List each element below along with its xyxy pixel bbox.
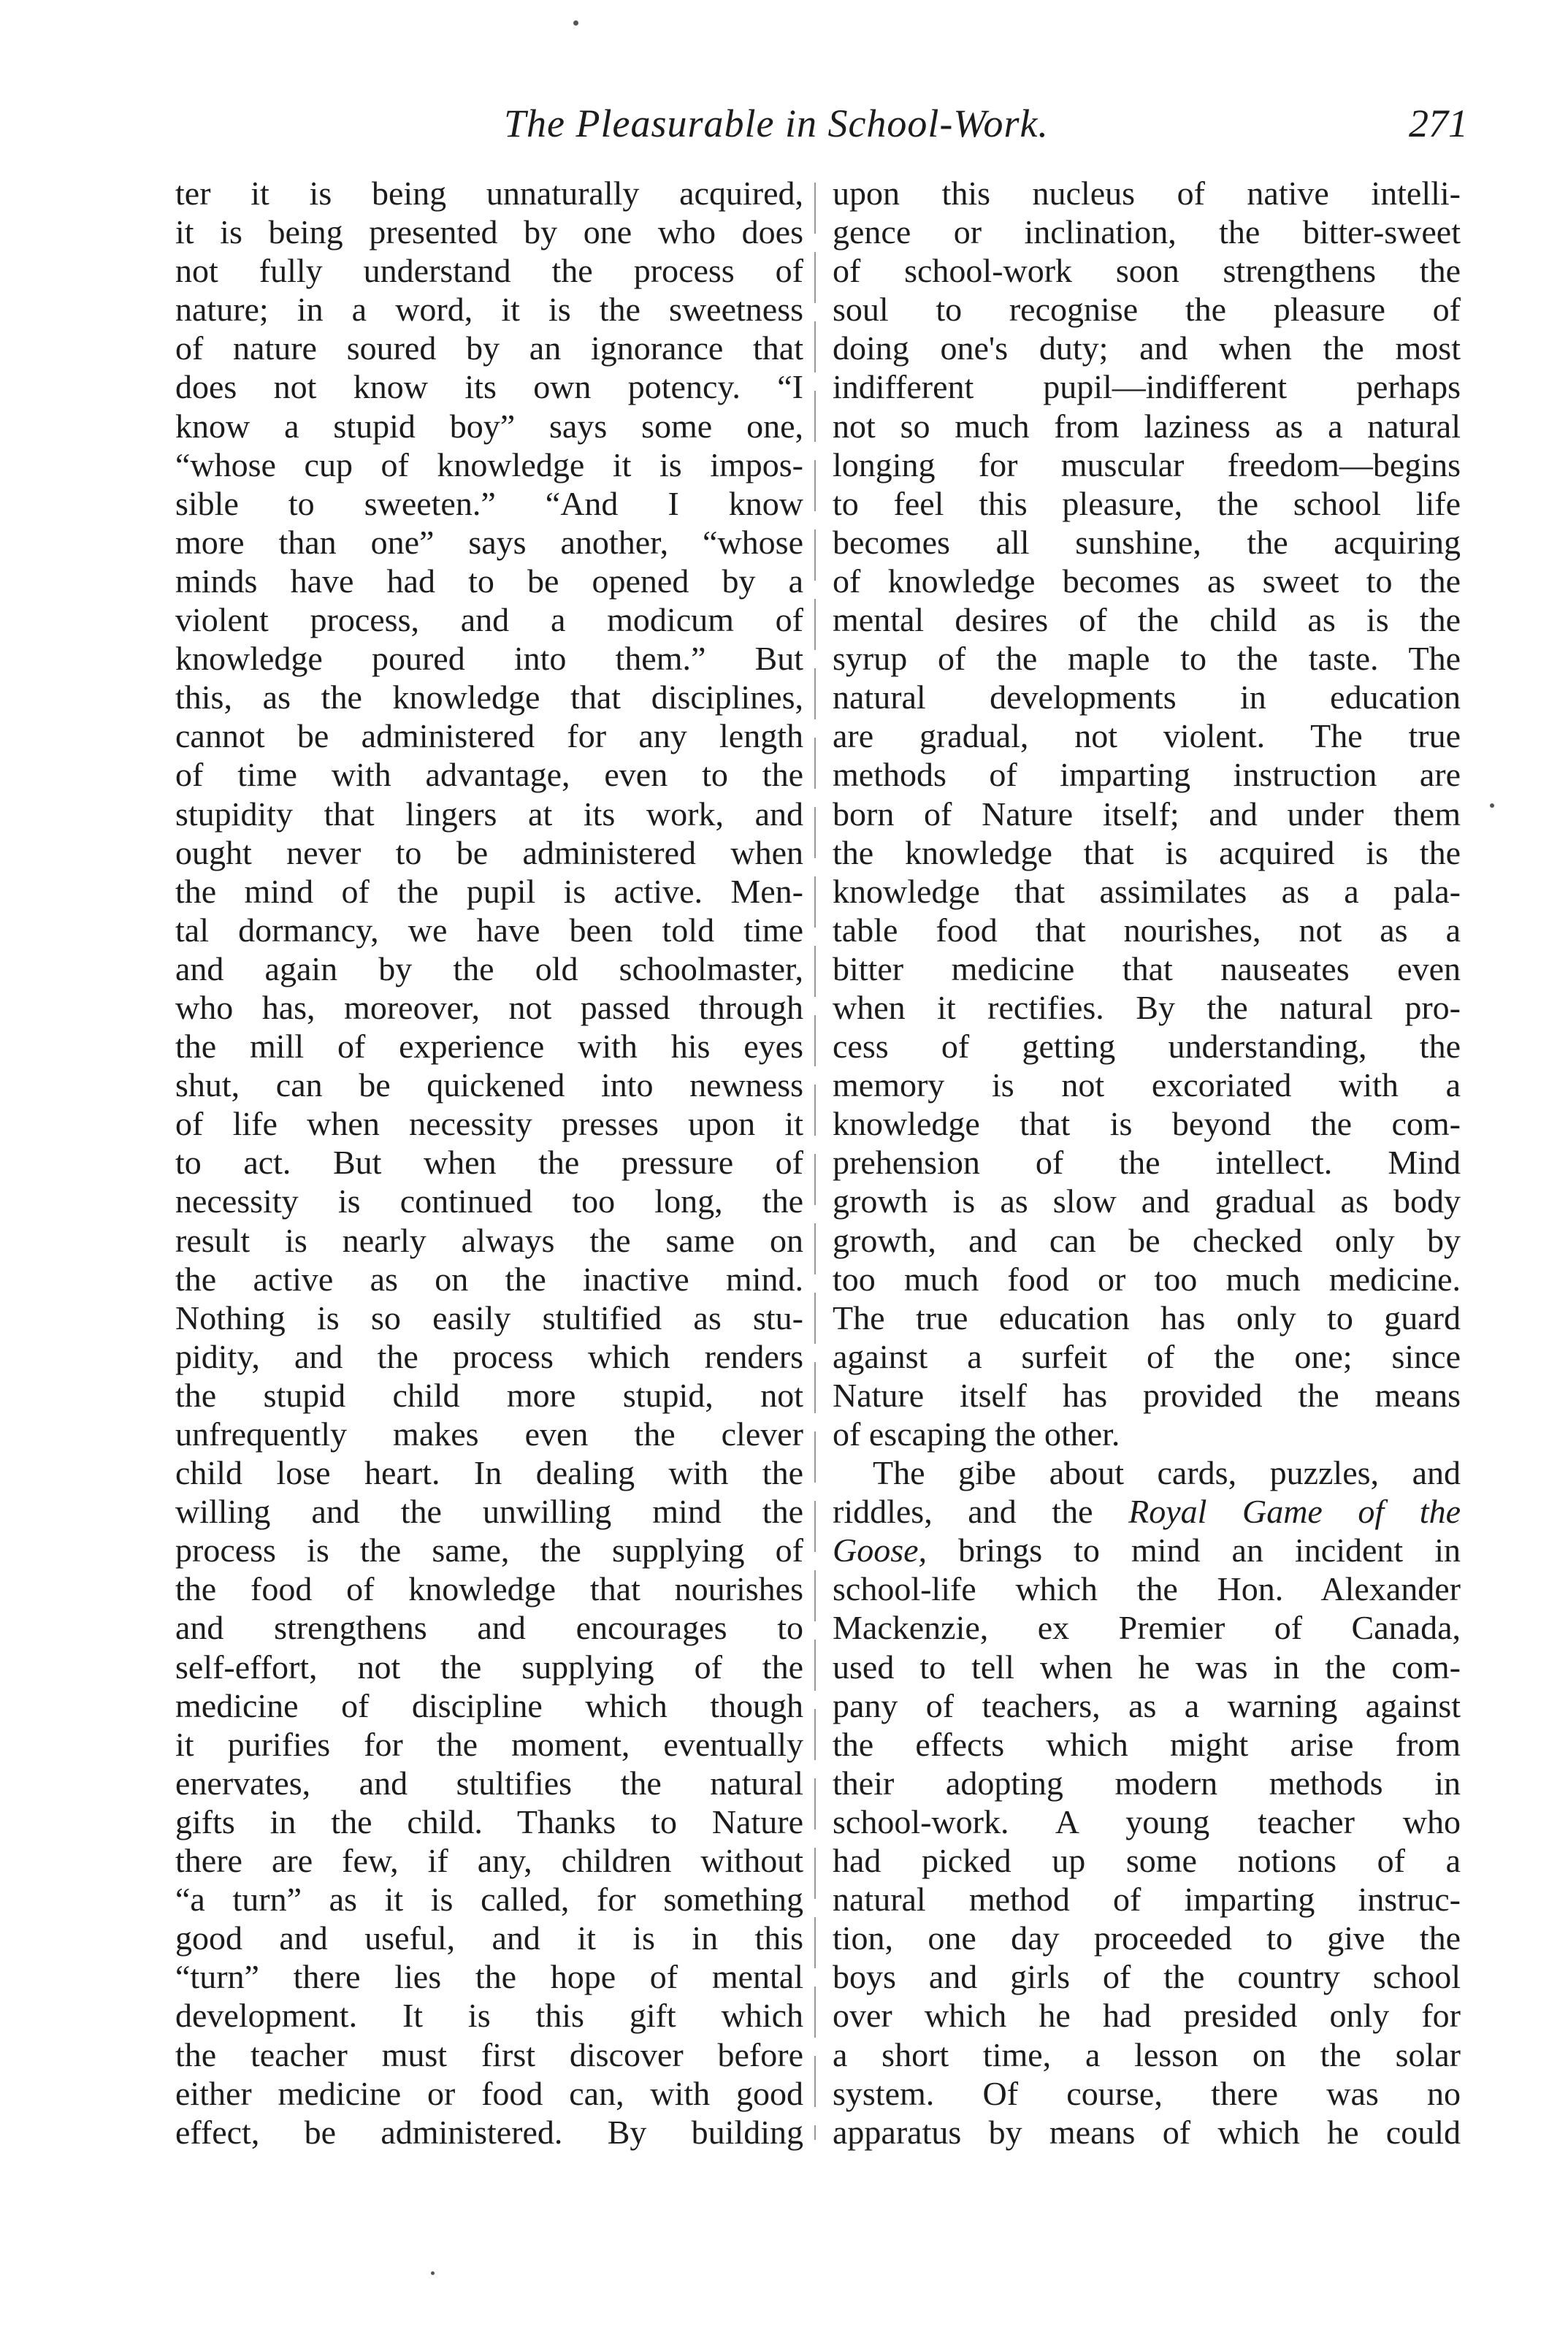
text-line: process is the same, the supplying of [175, 1532, 803, 1569]
text-line: methods of imparting instruction are [833, 756, 1461, 794]
text-line: shut, can be quickened into newness [175, 1066, 803, 1104]
text-line: tal dormancy, we have been told time [175, 911, 803, 949]
text-line: “a turn” as it is called, for something [175, 1881, 803, 1919]
text-line: not fully understand the process of [175, 252, 803, 290]
text-line: who has, moreover, not passed through [175, 988, 803, 1026]
text-line: table food that nourishes, not as a [833, 911, 1461, 949]
text-line: cess of getting understanding, the [833, 1028, 1461, 1066]
text-fragment: brings to mind an incident in [958, 1532, 1461, 1569]
text-line: the effects which might arise from [833, 1725, 1461, 1763]
text-line: upon this nucleus of native intelli- [833, 175, 1461, 212]
column-divider [814, 183, 816, 2140]
text-line: the mill of experience with his eyes [175, 1028, 803, 1066]
page-header [175, 101, 1475, 159]
text-line: syrup of the maple to the taste. The [833, 640, 1461, 678]
text-line: the knowledge that is acquired is the [833, 833, 1461, 871]
right-column [833, 174, 1461, 2152]
text-line: of time with advantage, even to the [175, 756, 803, 794]
text-line: it is being presented by one who does [175, 213, 803, 251]
text-line: pidity, and the process which renders [175, 1337, 803, 1375]
text-line: doing one's duty; and when the most [833, 329, 1461, 367]
paragraph-first-line: The gibe about cards, puzzles, and [873, 1454, 1461, 1492]
text-line: over which he had presided only for [833, 1997, 1461, 2035]
text-line: more than one” says another, “whose [175, 523, 803, 561]
text-line: against a surfeit of the one; since [833, 1337, 1461, 1375]
text-line: it purifies for the moment, eventually [175, 1725, 803, 1763]
text-line: necessity is continued too long, the [175, 1182, 803, 1220]
text-line: prehension of the intellect. Mind [833, 1144, 1461, 1182]
text-line: mental desires of the child as is the [833, 601, 1461, 639]
text-line: child lose heart. In dealing with the [175, 1454, 803, 1492]
text-line: school-work. A young teacher who [833, 1802, 1461, 1840]
text-line: soul to recognise the pleasure of [833, 291, 1461, 329]
text-line: cannot be administered for any length [175, 717, 803, 755]
text-line: to feel this pleasure, the school life [833, 484, 1461, 522]
text-line: boys and girls of the country school [833, 1958, 1461, 1996]
text-line: knowledge that is beyond the com- [833, 1105, 1461, 1143]
running-title: The Pleasurable in School-Work. [504, 102, 1049, 145]
text-line: medicine of discipline which though [175, 1686, 803, 1724]
text-line-with-title [833, 1531, 1461, 1569]
text-line: of school-work soon strengthens the [833, 252, 1461, 290]
text-line: a short time, a lesson on the solar [833, 2035, 1461, 2073]
text-line: does not know its own potency. “I [175, 368, 803, 406]
text-line: The true education has only to guard [833, 1299, 1461, 1337]
text-line: longing for muscular freedom—begins [833, 446, 1461, 483]
text-line: “whose cup of knowledge it is impos- [175, 446, 803, 483]
text-line: tion, one day proceeded to give the [833, 1919, 1461, 1957]
text-line: and again by the old schoolmaster, [175, 949, 803, 987]
text-line: had picked up some notions of a [833, 1842, 1461, 1880]
text-line: the teacher must first discover before [175, 2035, 803, 2073]
text-line: Nothing is so easily stultified as stu- [175, 1299, 803, 1337]
text-fragment: riddles, and the [833, 1493, 1093, 1531]
text-line: knowledge that assimilates as a pala- [833, 872, 1461, 910]
text-line: used to tell when he was in the com- [833, 1648, 1461, 1686]
text-line: not so much from laziness as a natural [833, 407, 1461, 445]
text-line: bitter medicine that nauseates even [833, 949, 1461, 987]
text-line: growth is as slow and gradual as body [833, 1182, 1461, 1220]
text-line: of escaping the other. [833, 1415, 1120, 1453]
text-line: result is nearly always the same on [175, 1221, 803, 1259]
text-line: of knowledge becomes as sweet to the [833, 562, 1461, 600]
text-line: too much food or too much medicine. [833, 1260, 1461, 1298]
scan-speck [573, 20, 578, 26]
text-line: memory is not excoriated with a [833, 1066, 1461, 1104]
text-line: self-effort, not the supplying of the [175, 1648, 803, 1686]
italic-title: Goose, [833, 1532, 928, 1569]
left-column [175, 174, 803, 2152]
text-line: apparatus by means of which he could [833, 2113, 1461, 2151]
text-line: knowledge poured into them.” But [175, 640, 803, 678]
text-line: to act. But when the pressure of [175, 1144, 803, 1182]
text-line: growth, and can be checked only by [833, 1221, 1461, 1259]
text-line: “turn” there lies the hope of mental [175, 1958, 803, 1996]
text-line: when it rectifies. By the natural pro- [833, 988, 1461, 1026]
text-line: sible to sweeten.” “And I know [175, 484, 803, 522]
text-line: Nature itself has provided the means [833, 1376, 1461, 1414]
text-line: of nature soured by an ignorance that [175, 329, 803, 367]
text-line: effect, be administered. By building [175, 2113, 803, 2151]
text-line: school-life which the Hon. Alexander [833, 1570, 1461, 1608]
text-line: the active as on the inactive mind. [175, 1260, 803, 1298]
text-line: development. It is this gift which [175, 1997, 803, 2035]
text-line: natural method of imparting instruc- [833, 1881, 1461, 1919]
text-line: gence or inclination, the bitter-sweet [833, 213, 1461, 251]
italic-title: Royal Game of the [1128, 1493, 1461, 1531]
text-line: gifts in the child. Thanks to Nature [175, 1802, 803, 1840]
text-line: the mind of the pupil is active. Men- [175, 872, 803, 910]
text-line: system. Of course, there was no [833, 2074, 1461, 2112]
text-line: becomes all sunshine, the acquiring [833, 523, 1461, 561]
text-line: there are few, if any, children without [175, 1842, 803, 1880]
page-number: 271 [1409, 102, 1468, 145]
text-line: good and useful, and it is in this [175, 1919, 803, 1957]
text-line: the stupid child more stupid, not [175, 1376, 803, 1414]
text-line: ought never to be administered when [175, 833, 803, 871]
text-line: the food of knowledge that nourishes [175, 1570, 803, 1608]
text-line: willing and the unwilling mind the [175, 1493, 803, 1531]
text-line: are gradual, not violent. The true [833, 717, 1461, 755]
text-line: nature; in a word, it is the sweetness [175, 291, 803, 329]
text-line: ter it is being unnaturally acquired, [175, 175, 803, 212]
text-line: natural developments in education [833, 678, 1461, 716]
text-line: indifferent pupil—indifferent perhaps [833, 368, 1461, 406]
text-line: of life when necessity presses upon it [175, 1105, 803, 1143]
scan-speck [1490, 803, 1494, 808]
text-line: either medicine or food can, with good [175, 2074, 803, 2112]
text-line: stupidity that lingers at its work, and [175, 795, 803, 833]
text-line: Mackenzie, ex Premier of Canada, [833, 1609, 1461, 1647]
text-line: minds have had to be opened by a [175, 562, 803, 600]
text-line: and strengthens and encourages to [175, 1609, 803, 1647]
text-line-with-title [833, 1492, 1461, 1531]
text-line: this, as the knowledge that disciplines, [175, 678, 803, 716]
text-line: enervates, and stultifies the natural [175, 1764, 803, 1802]
scan-speck [431, 2271, 435, 2275]
text-line: pany of teachers, as a warning against [833, 1686, 1461, 1724]
text-line: unfrequently makes even the clever [175, 1415, 803, 1453]
text-line: know a stupid boy” says some one, [175, 407, 803, 445]
text-line: born of Nature itself; and under them [833, 795, 1461, 833]
text-line: violent process, and a modicum of [175, 601, 803, 639]
text-line: their adopting modern methods in [833, 1764, 1461, 1802]
